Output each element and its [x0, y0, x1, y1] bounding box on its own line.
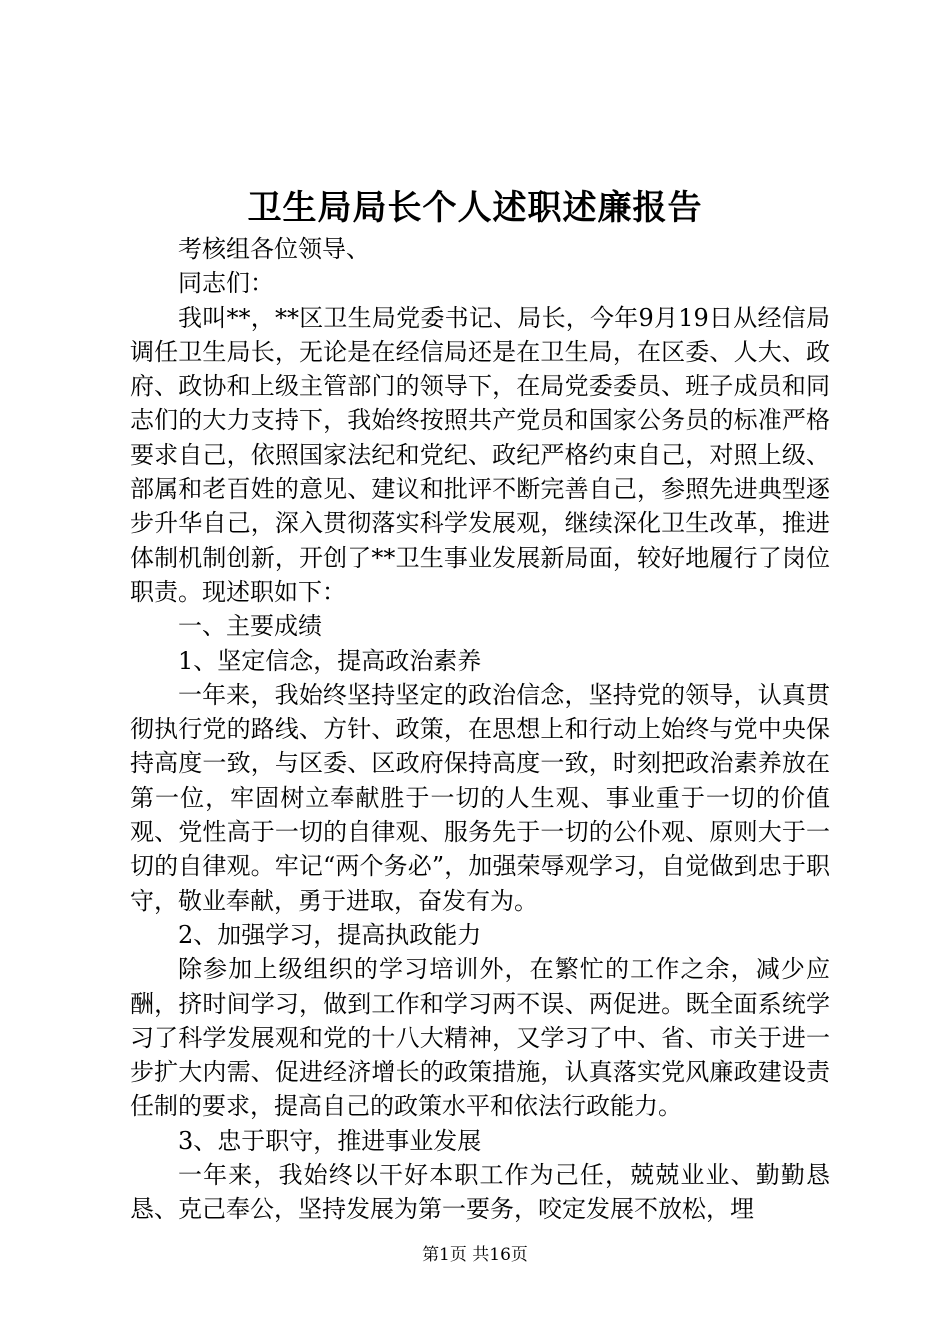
- intro-paragraph: 我叫**，**区卫生局党委书记、局长，今年9月19日从经信局调任卫生局长，无论是在经信局还是在卫生局，在区委、人大、政府、政协和上级主管部门的领导下，在局党委委员、班子成员和同志们的大力支持下，我始终按照共产党员和国家公务员的标准严格要求自己，依照国家法纪和党纪、政纪严格约束自己，对照上级、部属和老百姓的意见、建议和批评不断完善自己，参照先进典型逐步升华自己，深入贯彻落实科学发展观，继续深化卫生改革，推进体制机制创新，开创了**卫生事业发展新局面，较好地履行了岗位职责。现述职如下：: [130, 303, 830, 606]
- subsection-3-paragraph: 一年来，我始终以干好本职工作为己任，兢兢业业、勤勤恳恳、克己奉公，坚持发展为第一要务，咬定发展不放松，埋: [130, 1161, 830, 1224]
- subsection-heading-3: 3、忠于职守，推进事业发展: [178, 1126, 482, 1155]
- subsection-2-paragraph: 除参加上级组织的学习培训外，在繁忙的工作之余，减少应酬，挤时间学习，做到工作和学习两不误、两促进。既全面系统学习了科学发展观和党的十八大精神，又学习了中、省、市关于进一步扩大内需、促进经济增长的政策措施，认真落实党风廉政建设责任制的要求，提高自己的政策水平和依法行政能力。: [130, 955, 830, 1121]
- section-heading-main-achievements: 一、主要成绩: [178, 612, 322, 641]
- document-title: 卫生局局长个人述职述廉报告: [247, 188, 703, 228]
- salutation-line-1: 考核组各位领导、: [178, 235, 370, 263]
- document-body: [130, 232, 830, 1227]
- subsection-heading-2: 2、加强学习，提高执政能力: [178, 920, 482, 949]
- salutation-line-2: 同志们：: [178, 269, 274, 298]
- subsection-heading-1: 1、坚定信念，提高政治素养: [178, 646, 482, 675]
- subsection-1-paragraph: 一年来，我始终坚持坚定的政治信念，坚持党的领导，认真贯彻执行党的路线、方针、政策，在思想上和行动上始终与党中央保持高度一致，与区委、区政府保持高度一致，时刻把政治素养放在第一位，牢固树立奉献胜于一切的人生观、事业重于一切的价值观、党性高于一切的自律观、服务先于一切的公仆观、原则大于一切的自律观。牢记“两个务必”，加强荣辱观学习，自觉做到忠于职守，敬业奉献，勇于进取，奋发有为。: [130, 680, 830, 915]
- page-number-footer: 第1页 共16页: [422, 1245, 528, 1265]
